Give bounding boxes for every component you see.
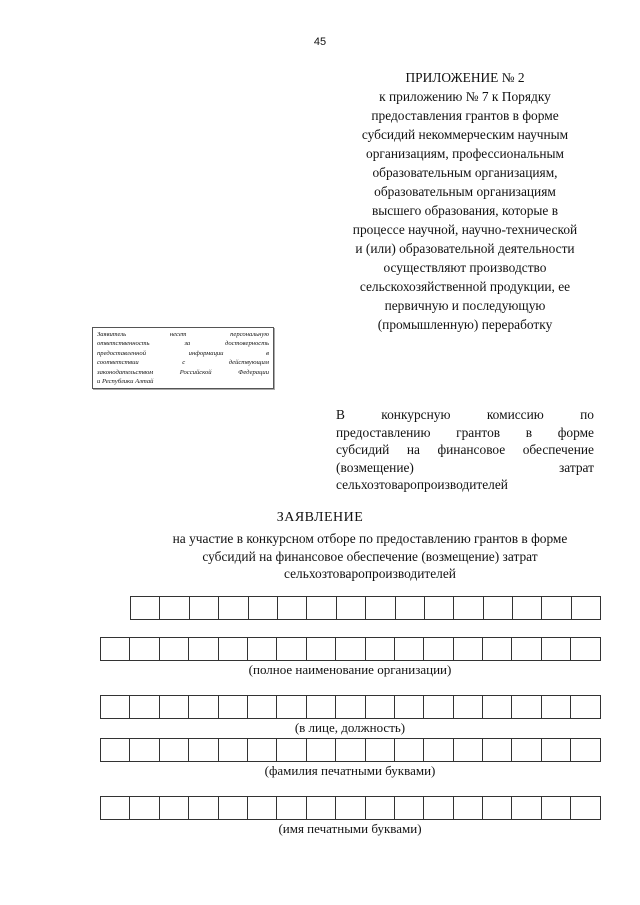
addressee-line: субсидий на финансовое обеспечение: [336, 442, 594, 457]
letter-cell[interactable]: [571, 738, 600, 762]
subtitle-line: на участие в конкурсном отборе по предоставлению грантов в форме: [172, 531, 568, 546]
letter-cell[interactable]: [395, 738, 424, 762]
letter-cell[interactable]: [454, 637, 483, 661]
first-name-caption: (имя печатными буквами): [278, 821, 422, 836]
notice-line: Заявитель несет персональную: [97, 331, 269, 338]
letter-cell[interactable]: [101, 796, 130, 820]
letter-cell[interactable]: [190, 596, 219, 620]
letter-cell[interactable]: [366, 695, 395, 719]
letter-cell[interactable]: [189, 738, 218, 762]
letter-cell[interactable]: [307, 596, 336, 620]
appendix-line: и (или) образовательной деятельности: [355, 241, 575, 256]
letter-cell[interactable]: [131, 596, 160, 620]
subtitle-line: субсидий на финансовое обеспечение (возмещение) затрат: [202, 548, 538, 564]
letter-cell[interactable]: [425, 596, 454, 620]
organization-name-grid-row-1[interactable]: [130, 596, 601, 620]
letter-cell[interactable]: [512, 796, 541, 820]
notice-line: и Республики Алтай: [97, 378, 154, 386]
letter-cell[interactable]: [248, 738, 277, 762]
letter-cell[interactable]: [542, 738, 571, 762]
letter-cell[interactable]: [483, 637, 512, 661]
appendix-line: образовательным организациям: [374, 184, 556, 199]
letter-cell[interactable]: [424, 695, 453, 719]
appendix-line: осуществляют производство: [383, 260, 547, 275]
letter-cell[interactable]: [454, 796, 483, 820]
letter-cell[interactable]: [571, 796, 600, 820]
notice-line: предоставленной информации в: [97, 349, 269, 357]
letter-cell[interactable]: [512, 637, 541, 661]
letter-cell[interactable]: [249, 596, 278, 620]
letter-cell[interactable]: [542, 796, 571, 820]
letter-cell[interactable]: [307, 695, 336, 719]
addressee-line: В конкурсную комиссию по: [336, 407, 594, 422]
letter-cell[interactable]: [277, 796, 306, 820]
letter-cell[interactable]: [277, 695, 306, 719]
letter-cell[interactable]: [395, 695, 424, 719]
appendix-line: субсидий некоммерческим научным: [361, 127, 569, 142]
appendix-line: высшего образования, которые в: [371, 203, 559, 218]
surname-grid[interactable]: [100, 738, 601, 762]
letter-cell[interactable]: [542, 695, 571, 719]
letter-cell[interactable]: [130, 637, 159, 661]
page-number: 45: [313, 36, 327, 48]
first-name-grid[interactable]: [100, 796, 601, 820]
letter-cell[interactable]: [277, 637, 306, 661]
organization-name-grid-row-2[interactable]: [100, 637, 601, 661]
appendix-line: к приложению № 7 к Порядку: [379, 89, 551, 104]
letter-cell[interactable]: [130, 695, 159, 719]
letter-cell[interactable]: [277, 738, 306, 762]
letter-cell[interactable]: [366, 596, 395, 620]
liability-notice-box: [92, 327, 274, 389]
letter-cell[interactable]: [336, 738, 365, 762]
letter-cell[interactable]: [483, 695, 512, 719]
letter-cell[interactable]: [484, 596, 513, 620]
addressee-block: [336, 406, 594, 494]
letter-cell[interactable]: [396, 596, 425, 620]
letter-cell[interactable]: [366, 796, 395, 820]
notice-line: соответствии с действующим: [97, 359, 269, 367]
letter-cell[interactable]: [483, 738, 512, 762]
appendix-heading: [330, 68, 600, 334]
surname-caption: (фамилия печатными буквами): [264, 763, 436, 778]
letter-cell[interactable]: [542, 637, 571, 661]
letter-cell[interactable]: [248, 637, 277, 661]
letter-cell[interactable]: [307, 637, 336, 661]
appendix-line: процессе научной, научно-технической: [352, 222, 578, 237]
letter-cell[interactable]: [307, 796, 336, 820]
letter-cell[interactable]: [513, 596, 542, 620]
appendix-line: сельскохозяйственной продукции, ее: [359, 279, 571, 294]
position-grid[interactable]: [100, 695, 601, 719]
addressee-line: сельхозтоваропроизводителей: [336, 477, 508, 492]
document-title: ЗАЯВЛЕНИЕ: [276, 510, 364, 525]
notice-line: законодательством Российской Федерации: [97, 368, 269, 376]
letter-cell[interactable]: [571, 695, 600, 719]
organization-name-caption: (полное наименование организации): [248, 662, 452, 677]
position-caption: (в лице, должность): [294, 720, 406, 735]
letter-cell[interactable]: [160, 596, 189, 620]
subtitle-line: сельхозтоваропроизводителей: [284, 566, 456, 581]
appendix-line: организациям, профессиональным: [366, 146, 564, 161]
letter-cell[interactable]: [278, 596, 307, 620]
letter-cell[interactable]: [542, 596, 571, 620]
letter-cell[interactable]: [189, 695, 218, 719]
letter-cell[interactable]: [454, 596, 483, 620]
letter-cell[interactable]: [366, 738, 395, 762]
letter-cell[interactable]: [572, 596, 601, 620]
letter-cell[interactable]: [454, 738, 483, 762]
appendix-line: первичную и последующую: [384, 298, 546, 313]
letter-cell[interactable]: [483, 796, 512, 820]
letter-cell[interactable]: [160, 695, 189, 719]
letter-cell[interactable]: [219, 738, 248, 762]
letter-cell[interactable]: [336, 695, 365, 719]
letter-cell[interactable]: [219, 695, 248, 719]
letter-cell[interactable]: [424, 738, 453, 762]
letter-cell[interactable]: [307, 738, 336, 762]
letter-cell[interactable]: [248, 796, 277, 820]
appendix-line: образовательным организациям,: [372, 165, 558, 180]
appendix-line: предоставления грантов в форме: [371, 108, 559, 123]
letter-cell[interactable]: [160, 796, 189, 820]
letter-cell[interactable]: [454, 695, 483, 719]
letter-cell[interactable]: [189, 637, 218, 661]
letter-cell[interactable]: [101, 738, 130, 762]
letter-cell[interactable]: [366, 637, 395, 661]
letter-cell[interactable]: [512, 738, 541, 762]
letter-cell[interactable]: [395, 637, 424, 661]
letter-cell[interactable]: [337, 596, 366, 620]
letter-cell[interactable]: [160, 637, 189, 661]
addressee-line: (возмещение) затрат: [336, 459, 594, 475]
letter-cell[interactable]: [101, 695, 130, 719]
letter-cell[interactable]: [424, 796, 453, 820]
letter-cell[interactable]: [130, 796, 159, 820]
letter-cell[interactable]: [395, 796, 424, 820]
letter-cell[interactable]: [424, 637, 453, 661]
notice-line: ответственность за достоверность: [97, 340, 269, 348]
letter-cell[interactable]: [219, 637, 248, 661]
letter-cell[interactable]: [130, 738, 159, 762]
letter-cell[interactable]: [160, 738, 189, 762]
letter-cell[interactable]: [336, 637, 365, 661]
letter-cell[interactable]: [571, 637, 600, 661]
document-subtitle: [130, 530, 610, 583]
appendix-line: (промышленную) переработку: [377, 317, 553, 332]
letter-cell[interactable]: [219, 796, 248, 820]
letter-cell[interactable]: [336, 796, 365, 820]
letter-cell[interactable]: [219, 596, 248, 620]
letter-cell[interactable]: [101, 637, 130, 661]
appendix-line: ПРИЛОЖЕНИЕ № 2: [405, 70, 525, 85]
addressee-line: предоставлению грантов в форме: [336, 424, 594, 440]
letter-cell[interactable]: [512, 695, 541, 719]
letter-cell[interactable]: [248, 695, 277, 719]
letter-cell[interactable]: [189, 796, 218, 820]
